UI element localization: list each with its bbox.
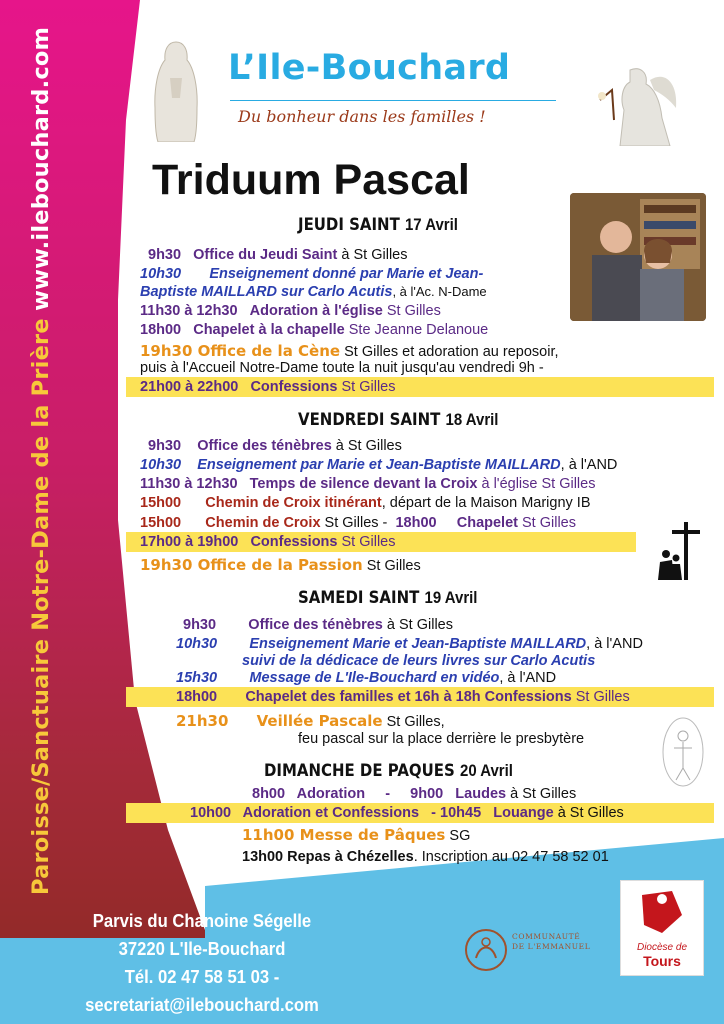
- contact-line[interactable]: Tél. 02 47 58 51 03 - secretariat@ilebouchard.com: [85, 966, 319, 1015]
- diocese-label: Diocèse de: [636, 942, 688, 953]
- resurrection-icon: [660, 716, 706, 788]
- day-heading-vendredi: VENDREDI SAINT 18 Avril: [298, 410, 499, 430]
- emmanuel-label: DE L'EMMANUEL: [512, 942, 591, 951]
- schedule-item-cont: feu pascal sur la place derrière le presbytère: [298, 731, 585, 747]
- side-band-text: [28, 25, 54, 895]
- address-line-1: Parvis du Chanoine Ségelle: [92, 910, 312, 931]
- emmanuel-emblem-icon: [462, 922, 510, 978]
- schedule-item: 10h30 Enseignement Marie et Jean-Baptiste MAILLARD, à l'AND: [176, 636, 643, 652]
- schedule-item: 8h00 Adoration - 9h00 Laudes à St Gilles: [252, 786, 577, 802]
- schedule-item: 15h30 Message de L'Ile-Bouchard en vidéo, à l'AND: [176, 670, 557, 686]
- schedule-item: 9h30 Office des ténèbres à St Gilles: [183, 617, 453, 633]
- schedule-item: 21h30 Veillée Pascale St Gilles,: [176, 712, 445, 730]
- communaute-emmanuel-logo: [462, 922, 602, 978]
- address-line-2: 37220 L'Ile-Bouchard: [118, 938, 286, 959]
- day-heading-jeudi: JEUDI SAINT 17 Avril: [298, 215, 458, 235]
- schedule-item: 11h00 Messe de Pâques SG: [242, 826, 471, 844]
- communaute-label: COMMUNAUTÉ: [512, 932, 581, 941]
- parish-name: Paroisse/Sanctuaire Notre-Dame de la Prière: [28, 318, 54, 895]
- saint-martin-icon: [632, 885, 692, 937]
- schedule-item: 11h30 à 12h30 Temps de silence devant la Croix à l'église St Gilles: [140, 476, 596, 492]
- crucifix-icon: [656, 522, 706, 580]
- schedule-item-cont: Baptiste MAILLARD sur Carlo Acutis, à l'Ac. N-Dame: [140, 284, 487, 300]
- site-title: L’Ile-Bouchard: [228, 48, 511, 88]
- schedule-item: 18h00 Chapelet des familles et 16h à 18h Confessions St Gilles: [176, 689, 630, 705]
- tagline-divider: [230, 100, 556, 101]
- diocese-tours-logo: [620, 880, 704, 976]
- schedule-item: 18h00 Chapelet à la chapelle Ste Jeanne Delanoue: [140, 322, 489, 338]
- footer-address: [22, 907, 382, 1019]
- angel-statue-image: [590, 60, 680, 146]
- day-heading-dimanche: DIMANCHE DE PAQUES 20 Avril: [264, 761, 513, 781]
- website-link[interactable]: www.ilebouchard.com: [28, 26, 54, 311]
- schedule-item: 17h00 à 19h00 Confessions St Gilles: [140, 534, 396, 550]
- schedule-item: 19h30 Office de la Passion St Gilles: [140, 556, 421, 574]
- schedule-item: 10h30 Enseignement donné par Marie et Jean-: [140, 266, 484, 282]
- schedule-item: 21h00 à 22h00 Confessions St Gilles: [140, 379, 396, 395]
- schedule-item-cont: suivi de la dédicace de leurs livres sur Carlo Acutis: [242, 653, 596, 669]
- tours-label: Tours: [643, 953, 681, 969]
- page-title: Triduum Pascal: [152, 156, 470, 204]
- schedule-item: 10h00 Adoration et Confessions - 10h45 Louange à St Gilles: [190, 805, 624, 821]
- virgin-statue-image: [150, 38, 202, 142]
- schedule-item: 10h30 Enseignement par Marie et Jean-Baptiste MAILLARD, à l'AND: [140, 457, 618, 473]
- schedule-item-cont: puis à l'Accueil Notre-Dame toute la nuit jusqu'au vendredi 9h -: [140, 360, 544, 376]
- schedule-item: 9h30 Office des ténèbres à St Gilles: [148, 438, 402, 454]
- schedule-item: 15h00 Chemin de Croix St Gilles - 18h00 Chapelet St Gilles: [140, 515, 577, 531]
- tagline: Du bonheur dans les familles !: [238, 107, 486, 126]
- schedule-item: 11h30 à 12h30 Adoration à l'église St Gilles: [140, 303, 441, 319]
- schedule-item: 13h00 Repas à Chézelles. Inscription au 02 47 58 52 01: [242, 849, 609, 865]
- schedule-item: 19h30 Office de la Cène St Gilles et adoration au reposoir,: [140, 342, 559, 360]
- day-heading-samedi: SAMEDI SAINT 19 Avril: [298, 588, 478, 608]
- schedule-item: 9h30 Office du Jeudi Saint à St Gilles: [148, 247, 408, 263]
- speakers-photo: [570, 193, 706, 321]
- schedule-item: 15h00 Chemin de Croix itinérant, départ de la Maison Marigny IB: [140, 495, 591, 511]
